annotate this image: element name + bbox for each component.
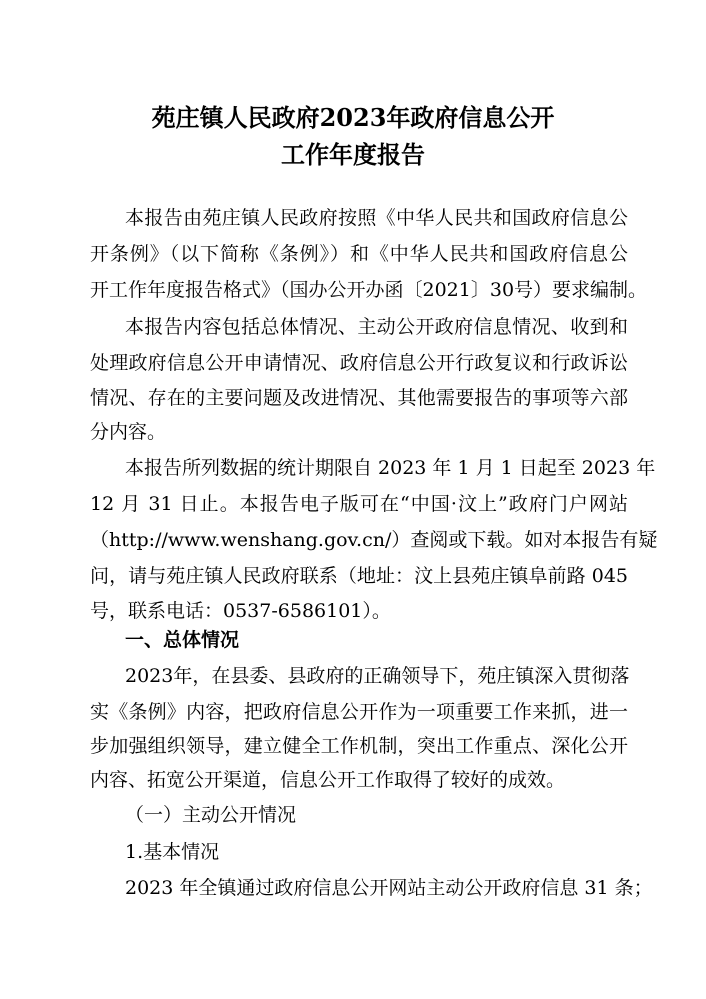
subsection-heading: 1.基本情况: [125, 841, 220, 863]
paragraph-line: 问，请与苑庄镇人民政府联系（地址：汶上县苑庄镇阜前路 045: [90, 565, 628, 587]
paragraph-line: 内容、拓宽公开渠道，信息公开工作取得了较好的成效。: [90, 769, 566, 791]
paragraph-line: 本报告由苑庄镇人民政府按照《中华人民共和国政府信息公: [125, 207, 628, 229]
paragraph-line: 12 月 31 日止。本报告电子版可在“中国·汶上”政府门户网站: [90, 493, 628, 515]
paragraph-line: 本报告内容包括总体情况、主动公开政府信息情况、收到和: [125, 316, 628, 338]
paragraph-line: 开条例》（以下简称《条例》）和《中华人民共和国政府信息公: [90, 243, 628, 265]
section-heading: 一、总体情况: [125, 629, 240, 651]
paragraph-line: 号，联系电话：0537-6586101）。: [90, 600, 391, 622]
paragraph-line: 开工作年度报告格式》（国办公开办函〔2021〕30号）要求编制。: [90, 279, 648, 301]
paragraph-line: 情况、存在的主要问题及改进情况、其他需要报告的事项等六部: [90, 387, 628, 409]
paragraph-line: 本报告所列数据的统计期限自 2023 年 1 月 1 日起至 2023 年: [125, 457, 656, 479]
subsection-heading: （一）主动公开情况: [125, 804, 297, 826]
paragraph-line: （http://www.wenshang.gov.cn/）查阅或下载。如对本报告有疑: [90, 529, 658, 551]
paragraph-line: 2023年，在县委、县政府的正确领导下，苑庄镇深入贯彻落: [125, 665, 630, 687]
paragraph-line: 步加强组织领导，建立健全工作机制，突出工作重点、深化公开: [90, 735, 628, 757]
paragraph-line: 实《条例》内容，把政府信息公开作为一项重要工作来抓，进一: [90, 701, 628, 723]
paragraph-line: 分内容。: [90, 421, 167, 443]
document-title-line-1: 苑庄镇人民政府2023年政府信息公开: [151, 103, 555, 132]
document-title-line-2: 工作年度报告: [281, 140, 425, 169]
paragraph-line: 2023 年全镇通过政府信息公开网站主动公开政府信息 31 条；: [125, 877, 653, 899]
paragraph-line: 处理政府信息公开申请情况、政府信息公开行政复议和行政诉讼: [90, 352, 628, 374]
